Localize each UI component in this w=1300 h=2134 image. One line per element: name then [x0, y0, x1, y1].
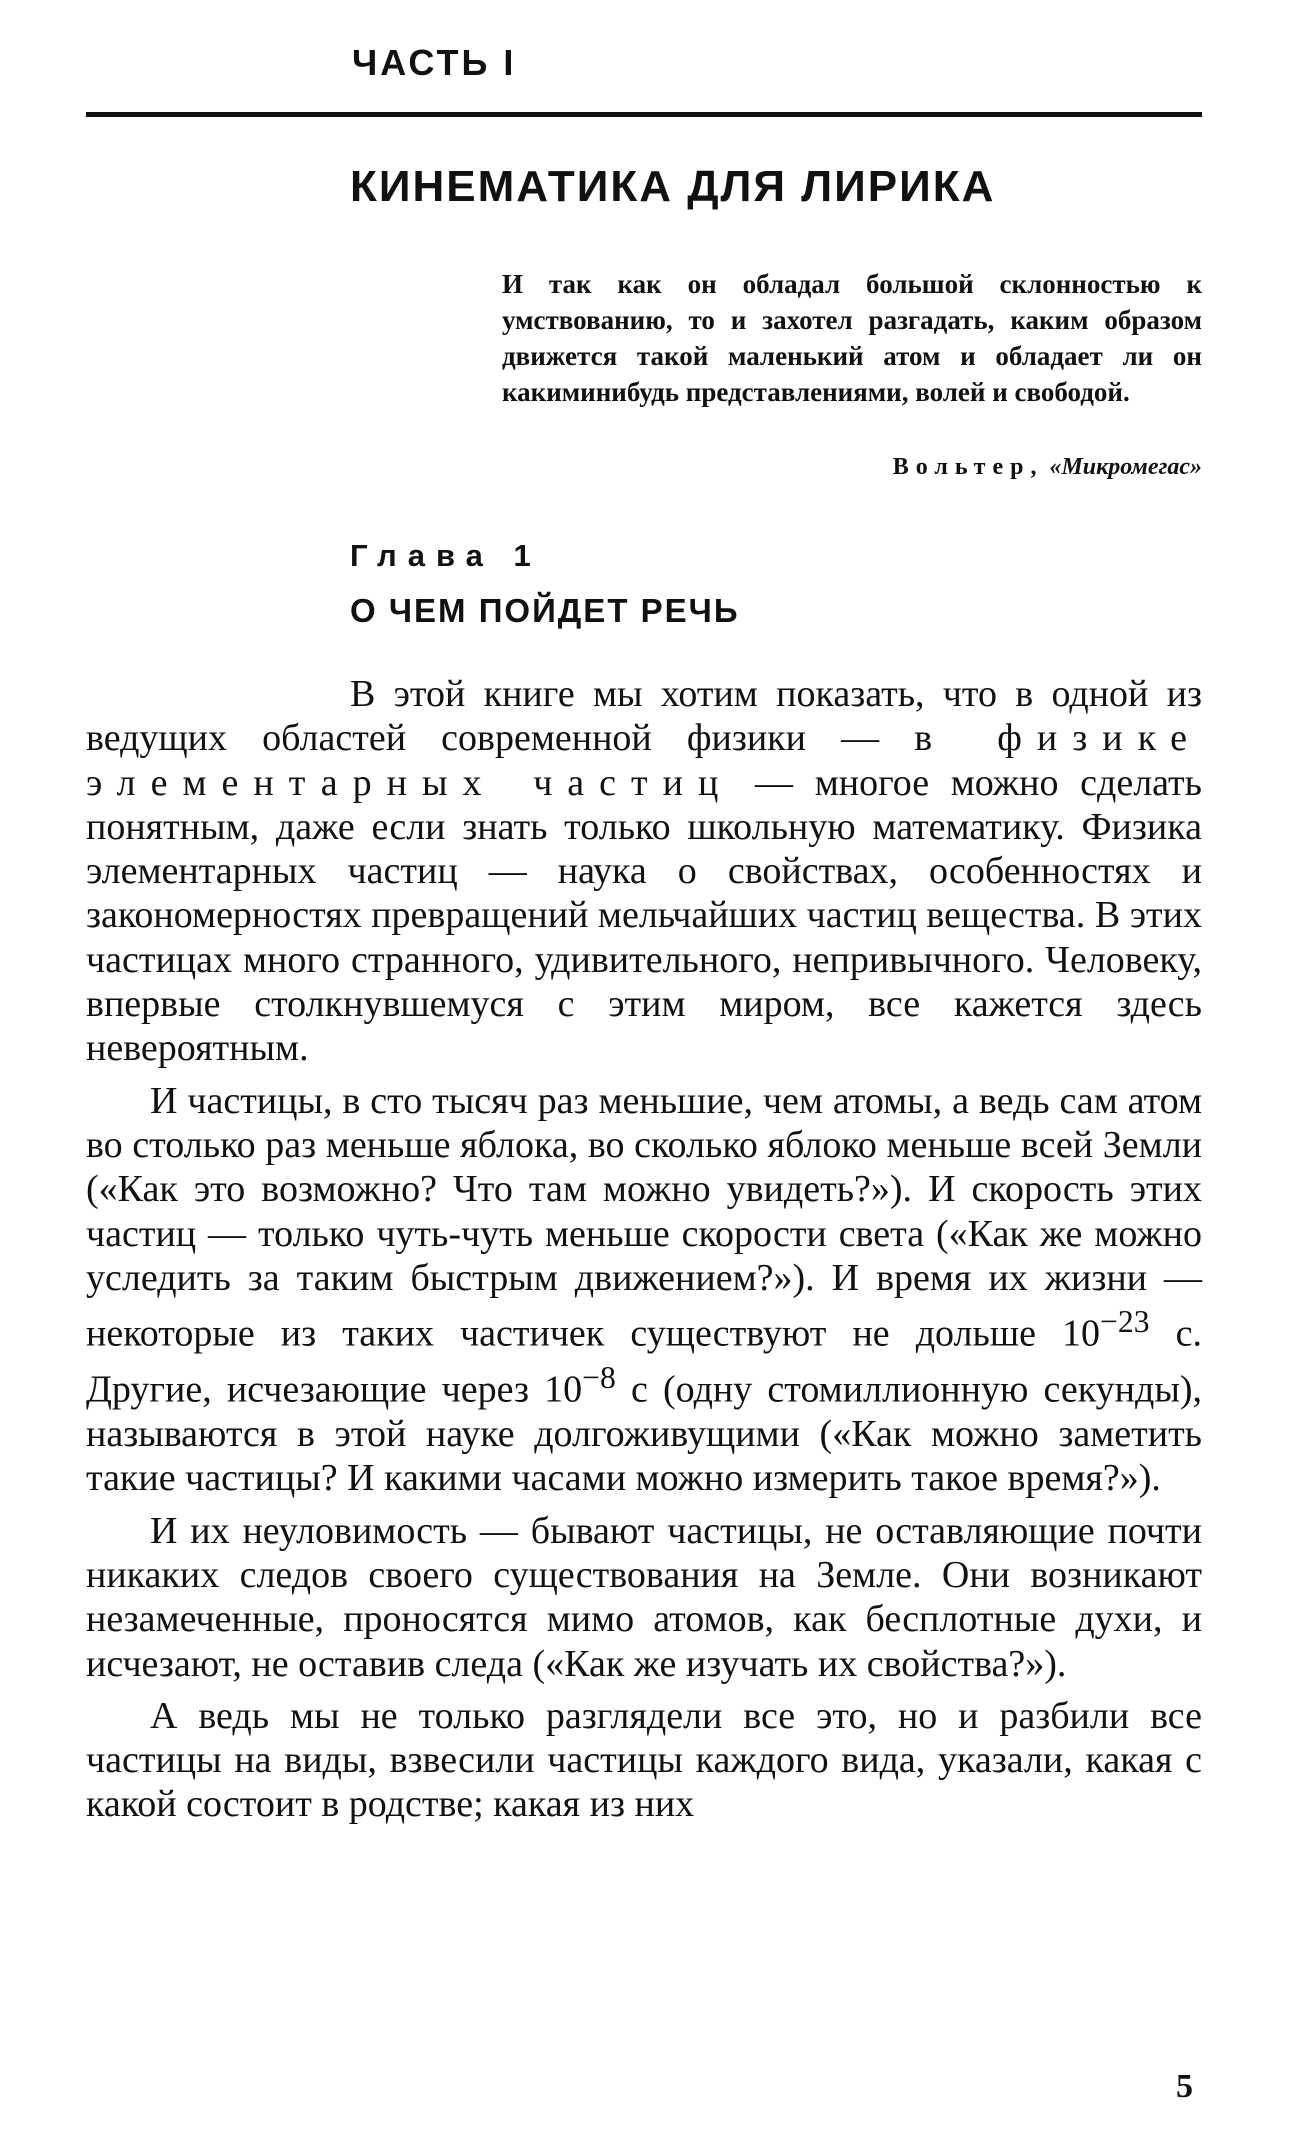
part-title: КИНЕМАТИКА ДЛЯ ЛИРИКА — [350, 162, 996, 211]
paragraph — [86, 1079, 1202, 1501]
paragraph-text: И частицы, в сто тысяч раз меньшие, чем атомы, а ведь сам атом во столько раз меньше яблока, во сколько яблоко меньше всей Земли («Как это возможно? Что там можно увидеть?»). И скорость этих частиц — только чуть-чуть меньше скорости света («Как же можно уследить за таким быстрым движением?»). И время их жизни — некоторые из таких частичек существуют не дольше 10 — [86, 1079, 1202, 1355]
paragraph-text: с. Другие, исчезающие через 10 — [86, 1312, 1202, 1411]
paragraph-text: — многое можно сделать понятным, даже если знать только школьную математику. Физика элементарных частиц — наука о свойствах, особенностях и закономерностях превращений мельчайших частиц вещества. В этих частицах много странного, удивительного, непривычного. Человеку, впервые столкнувшемуся с этим миром, все кажется здесь невероятным. — [86, 761, 1202, 1070]
paragraph-text: с (одну стомиллионную секунды), называются в этой науке долгоживущими («Как можно заметить такие частицы? И какими часами можно измерить такое время?»). — [86, 1368, 1203, 1500]
emphasized-term: в физике элементарных частиц — [86, 717, 1202, 804]
epigraph-work: «Микромегас» — [1049, 454, 1202, 480]
epigraph-source — [502, 454, 1202, 481]
paragraph: А ведь мы не только разглядели все это, но и разбили все частицы на виды, взвесили частицы каждого вида, указали, какая с какой состоит в родстве; какая из них — [86, 1694, 1202, 1826]
epigraph: И так как он обладал большой склонностью к умствованию, то и захотел разгадать, каким образом движется такой маленький атом и обладает ли он какиминибудь представлениями, волей и свободой. — [502, 269, 1202, 407]
running-head: ЧАСТЬ I — [352, 42, 517, 83]
exponent: −8 — [582, 1360, 616, 1396]
header-rule — [86, 112, 1202, 117]
page-number: 5 — [1176, 2068, 1193, 2105]
paragraph-text: В этой книге мы хотим показать, что в одной из ведущих областей современной физики — — [86, 673, 1202, 760]
chapter-label: Глава 1 — [350, 538, 542, 573]
exponent: −23 — [1100, 1304, 1150, 1340]
chapter-title: О ЧЕМ ПОЙДЕТ РЕЧЬ — [350, 592, 740, 629]
paragraph — [86, 672, 1202, 1071]
epigraph-author: Вольтер, — [892, 454, 1044, 480]
body-text — [86, 672, 1202, 1835]
paragraph: И их неуловимость — бывают частицы, не оставляющие почти никаких следов своего существования на Земле. Они возникают незамеченные, проносятся мимо атомов, как бесплотные духи, и исчезают, не оставив следа («Как же изучать их свойства?»). — [86, 1509, 1202, 1685]
